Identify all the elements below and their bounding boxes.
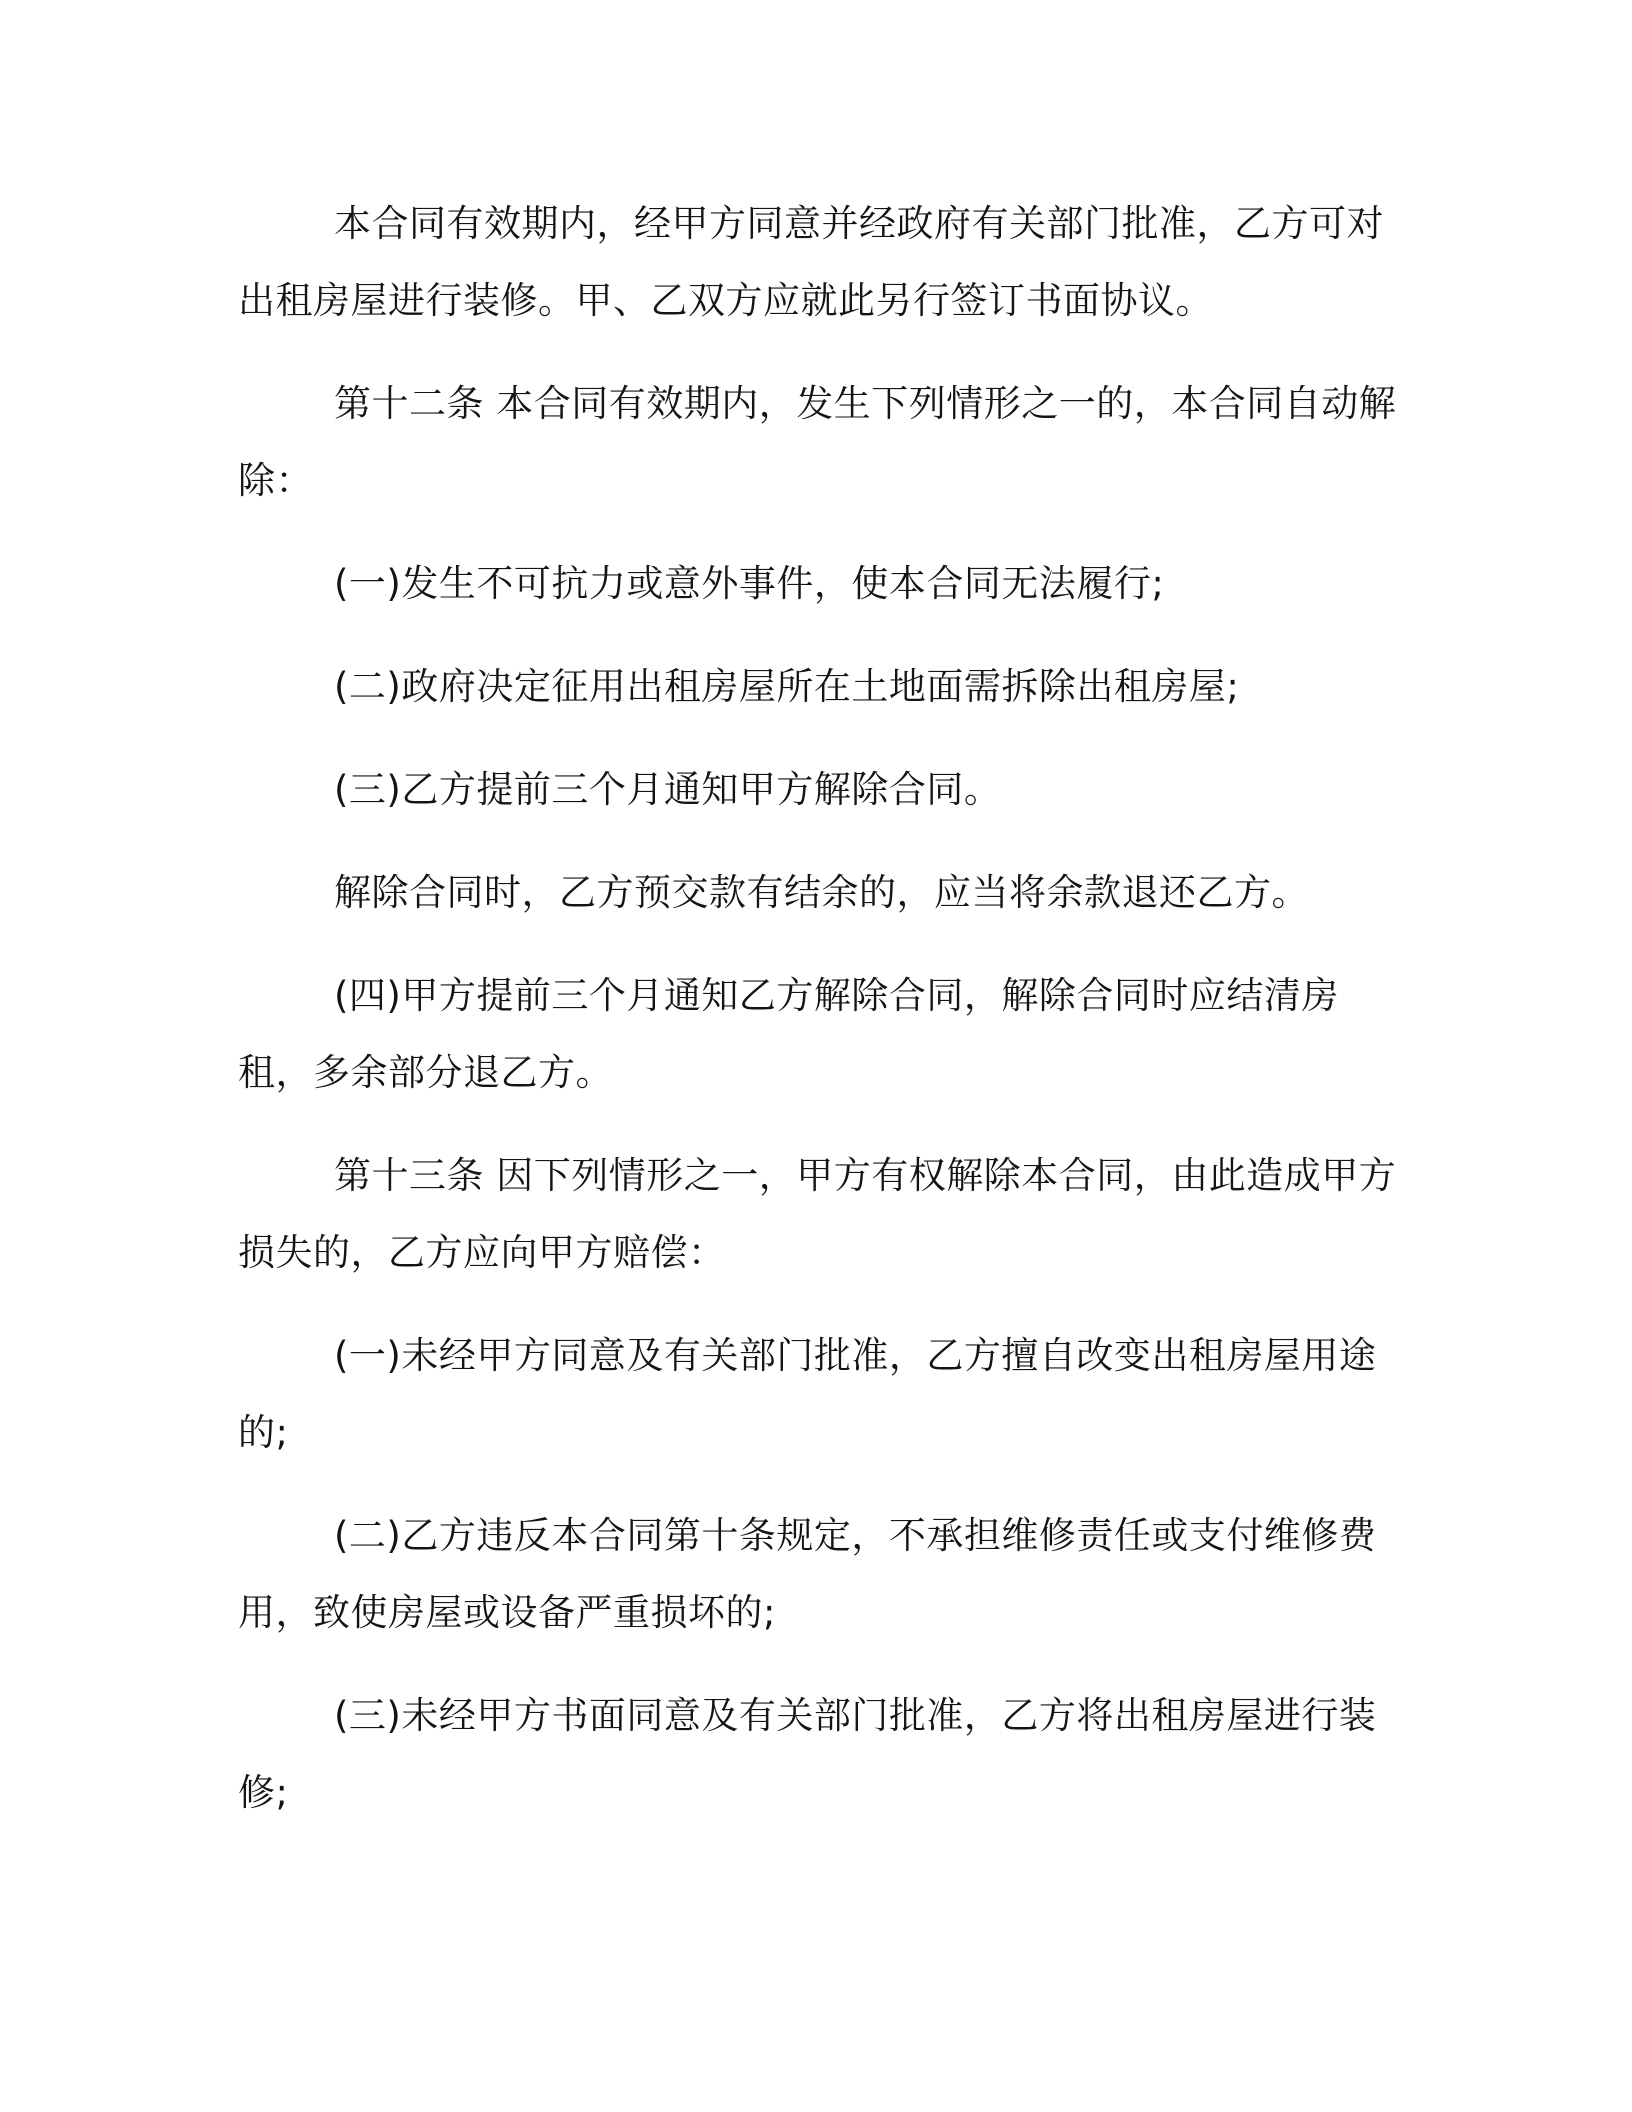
paragraph-article-12-item-4: (四)甲方提前三个月通知乙方解除合同，解除合同时应结清房租，多余部分退乙方。 — [238, 974, 1339, 1094]
paragraph-article-13-item-3: (三)未经甲方书面同意及有关部门批准，乙方将出租房屋进行装修; — [238, 1694, 1377, 1814]
paragraph-article-12-item-2: (二)政府决定征用出租房屋所在土地面需拆除出租房屋; — [334, 665, 1240, 708]
paragraph-renovation: 本合同有效期内，经甲方同意并经政府有关部门批准，乙方可对出租房屋进行装修。甲、乙双方应就此另行签订书面协议。 — [238, 202, 1384, 322]
paragraph-article-13-item-1: (一)未经甲方同意及有关部门批准，乙方擅自改变出租房屋用途的; — [238, 1334, 1377, 1454]
paragraph-article-12-item-3: (三)乙方提前三个月通知甲方解除合同。 — [334, 768, 1002, 811]
paragraph-refund: 解除合同时，乙方预交款有结余的，应当将余款退还乙方。 — [334, 871, 1309, 914]
paragraph-article-13: 第十三条 因下列情形之一，甲方有权解除本合同，由此造成甲方损失的，乙方应向甲方赔偿： — [238, 1154, 1397, 1274]
paragraph-article-13-item-2: (二)乙方违反本合同第十条规定，不承担维修责任或支付维修费用，致使房屋或设备严重损坏的; — [238, 1514, 1377, 1634]
paragraph-article-12-item-1: (一)发生不可抗力或意外事件，使本合同无法履行; — [334, 562, 1165, 605]
document-body — [238, 185, 1398, 1831]
paragraph-article-12: 第十二条 本合同有效期内，发生下列情形之一的，本合同自动解除： — [238, 382, 1397, 502]
